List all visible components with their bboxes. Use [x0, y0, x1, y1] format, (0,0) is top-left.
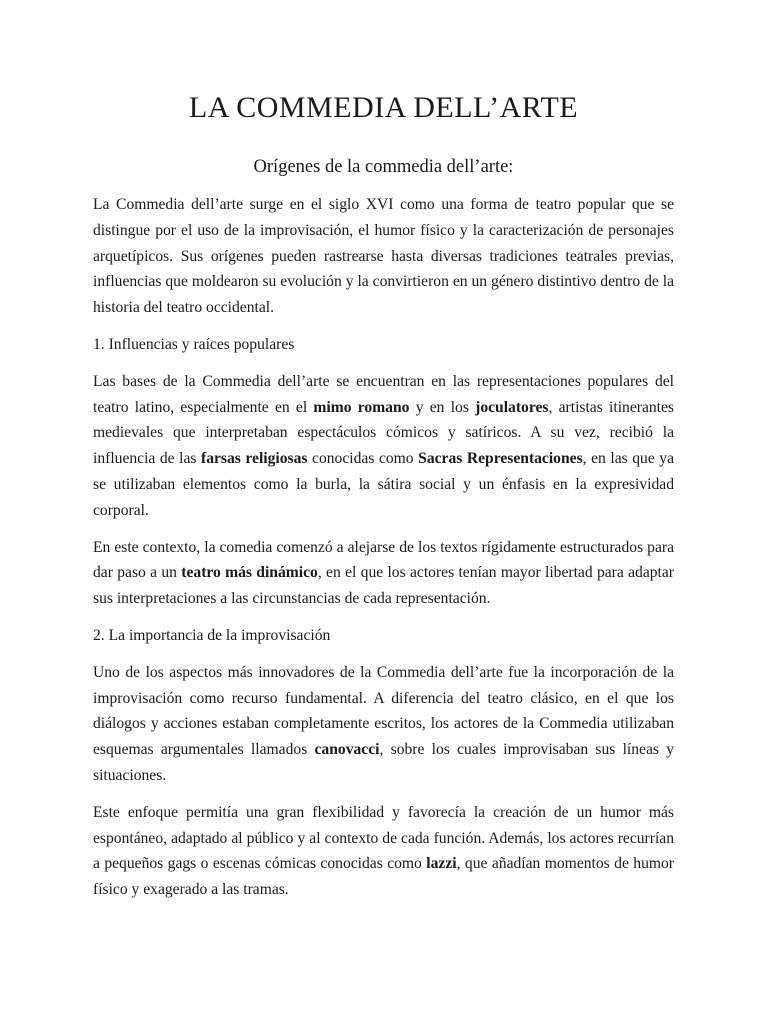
- paragraph: [93, 369, 674, 524]
- text-run: , en las que ya se utilizaban elementos como la burla, la sátira social y un énfasis en la expresividad corporal.: [93, 450, 674, 519]
- text-run: conocidas como: [307, 450, 419, 468]
- bold-term: joculatores: [475, 398, 549, 416]
- bold-term: Sacras Representaciones: [418, 450, 583, 468]
- paragraph: [93, 660, 674, 789]
- text-run: Las bases de la Commedia dell’arte se encuentran en las representaciones populares del teatro latino, especialmente en el: [93, 372, 674, 416]
- text-run: Este enfoque permitía una gran flexibilidad y favorecía la creación de un humor más espontáneo, adaptado al público y al contexto de cada función. Además, los actores recurrían a pequeños gags o escenas cómicas conocidas como: [93, 803, 674, 873]
- text-run: 1. Influencias y raíces populares: [93, 335, 295, 353]
- bold-term: canovacci: [314, 741, 380, 759]
- section-heading: [93, 332, 674, 358]
- bold-term: mimo romano: [313, 398, 410, 416]
- paragraph: [93, 800, 674, 903]
- text-run: , artistas itinerantes medievales que interpretaban espectáculos cómicos y satíricos. A su vez, recibió la influencia de las: [93, 398, 674, 468]
- text-run: 2. La importancia de la improvisación: [93, 626, 331, 644]
- text-run: En este contexto, la comedia comenzó a alejarse de los textos rígidamente estructurados para dar paso a un: [93, 538, 674, 582]
- text-run: , que añadían momentos de humor físico y exagerado a las tramas.: [93, 855, 675, 899]
- document-subtitle: Orígenes de la commedia dell’arte:: [253, 157, 514, 177]
- text-run: Uno de los aspectos más innovadores de la Commedia dell’arte fue la incorporación de la improvisación como recurso fundamental. A diferencia del teatro clásico, en el que los diálogos y acciones estaban completamente escritos, los actores de la Commedia utilizaban esquemas argumentales llamados: [93, 663, 674, 759]
- paragraph: [93, 192, 674, 321]
- text-run: , en el que los actores tenían mayor libertad para adaptar sus interpretaciones a las circunstancias de cada representación.: [93, 564, 674, 608]
- text-run: y en los: [409, 398, 476, 416]
- section-heading: [93, 623, 674, 649]
- bold-term: lazzi: [426, 855, 457, 873]
- text-run: , sobre los cuales improvisaban sus líneas y situaciones.: [93, 741, 675, 784]
- document-title: LA COMMEDIA DELL’ARTE: [188, 91, 579, 124]
- bold-term: farsas religiosas: [201, 450, 308, 468]
- document-page: [93, 88, 674, 914]
- paragraph: [93, 535, 674, 612]
- document-body: [93, 192, 674, 903]
- text-run: La Commedia dell’arte surge en el siglo XVI como una forma de teatro popular que se distingue por el uso de la improvisación, el humor físico y la caracterización de personajes arquetípicos. Sus orígenes pueden rastrearse hasta diversas tradiciones teatrales previas, influencias que moldearon su evolución y la convirtieron en un género distintivo dentro de la historia del teatro occidental.: [93, 196, 674, 317]
- bold-term: teatro más dinámico: [181, 564, 318, 582]
